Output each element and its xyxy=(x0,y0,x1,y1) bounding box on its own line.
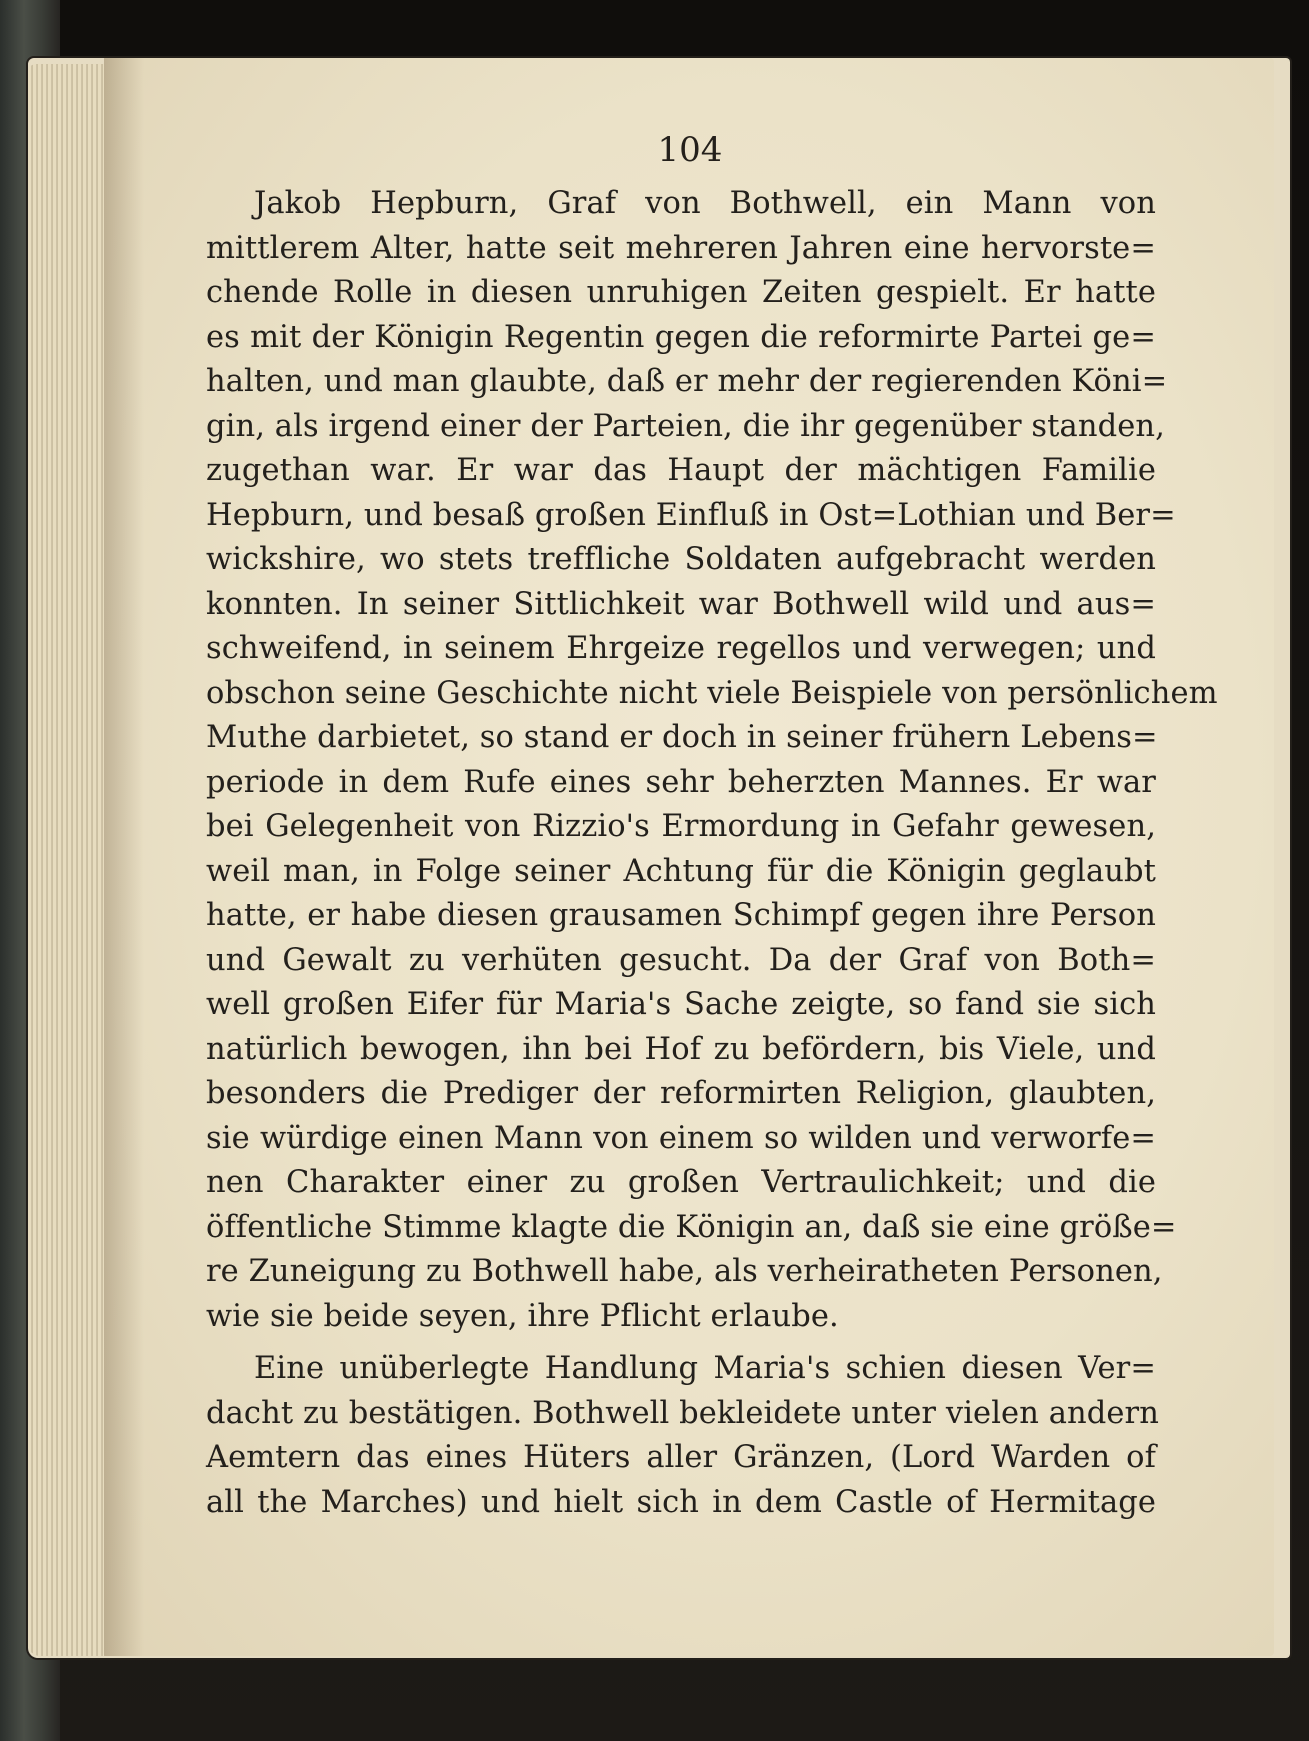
paragraph-gap xyxy=(206,1339,1156,1347)
text-line: und Gewalt zu verhüten gesucht. Da der Graf von Both= xyxy=(206,942,1156,978)
text-line: wie sie beide seyen, ihre Pflicht erlaube. xyxy=(206,1298,839,1334)
text-line: chende Rolle in diesen unruhigen Zeiten gespielt. Er hatte xyxy=(206,275,1156,310)
text-line: nen Charakter einer zu großen Vertraulichkeit; und die xyxy=(206,1165,1156,1200)
text-line: schweifend, in seinem Ehrgeize regellos und verwegen; und xyxy=(206,631,1156,666)
text-line: obschon seine Geschichte nicht viele Beispiele von persönlichem xyxy=(206,675,1218,711)
text-line: Eine unüberlegte Handlung Maria's schien diesen Ver= xyxy=(254,1351,1156,1386)
text-line: weil man, in Folge seiner Achtung für die Königin geglaubt xyxy=(206,853,1156,889)
gutter-shadow xyxy=(104,58,144,1656)
text-line: halten, und man glaubte, daß er mehr der regierenden Köni= xyxy=(206,364,1168,399)
text-line: mittlerem Alter, hatte seit mehreren Jahren eine hervorste= xyxy=(206,230,1156,266)
text-line: öffentliche Stimme klagte die Königin an, daß sie eine größe= xyxy=(206,1209,1177,1245)
text-line: Hepburn, und besaß großen Einfluß in Ost=Lothian und Ber= xyxy=(206,497,1176,533)
text-line: re Zuneigung zu Bothwell habe, als verheiratheten Personen, xyxy=(206,1254,1163,1289)
text-line: all the Marches) und hielt sich in dem Castle of Hermitage xyxy=(206,1484,1156,1520)
text-line: gin, als irgend einer der Parteien, die ihr gegenüber standen, xyxy=(206,408,1165,444)
paragraph xyxy=(206,1347,1159,1525)
text-line: wickshire, wo stets treffliche Soldaten aufgebracht werden xyxy=(206,542,1156,577)
page-number: 104 xyxy=(657,130,723,170)
text-line: es mit der Königin Regentin gegen die reformirte Partei ge= xyxy=(206,319,1156,355)
text-line: bei Gelegenheit von Rizzio's Ermordung in Gefahr gewesen, xyxy=(206,809,1156,844)
text-line: sie würdige einen Mann von einem so wilden und verworfe= xyxy=(206,1120,1156,1156)
text-line: Aemtern das eines Hüters aller Gränzen, (Lord Warden of xyxy=(206,1440,1156,1475)
text-line: besonders die Prediger der reformirten Religion, glaubten, xyxy=(206,1076,1156,1111)
text-line: Muthe darbietet, so stand er doch in seiner frühern Lebens= xyxy=(206,720,1158,755)
text-line: konnten. In seiner Sittlichkeit war Bothwell wild und aus= xyxy=(206,586,1156,622)
body-text xyxy=(206,182,1218,1525)
text-line: hatte, er habe diesen grausamen Schimpf gegen ihre Person xyxy=(206,898,1156,933)
page-edges xyxy=(28,64,116,1656)
text-line: periode in dem Rufe eines sehr beherzten Mannes. Er war xyxy=(206,764,1156,800)
text-line: natürlich bewogen, ihn bei Hof zu befördern, bis Viele, und xyxy=(206,1031,1156,1067)
text-line: Jakob Hepburn, Graf von Bothwell, ein Mann von xyxy=(254,186,1156,221)
paragraph xyxy=(206,182,1218,1339)
text-line: well großen Eifer für Maria's Sache zeigte, so fand sie sich xyxy=(206,987,1156,1022)
text-line: dacht zu bestätigen. Bothwell bekleidete unter vielen andern xyxy=(206,1395,1159,1431)
text-line: zugethan war. Er war das Haupt der mächtigen Familie xyxy=(206,453,1156,488)
